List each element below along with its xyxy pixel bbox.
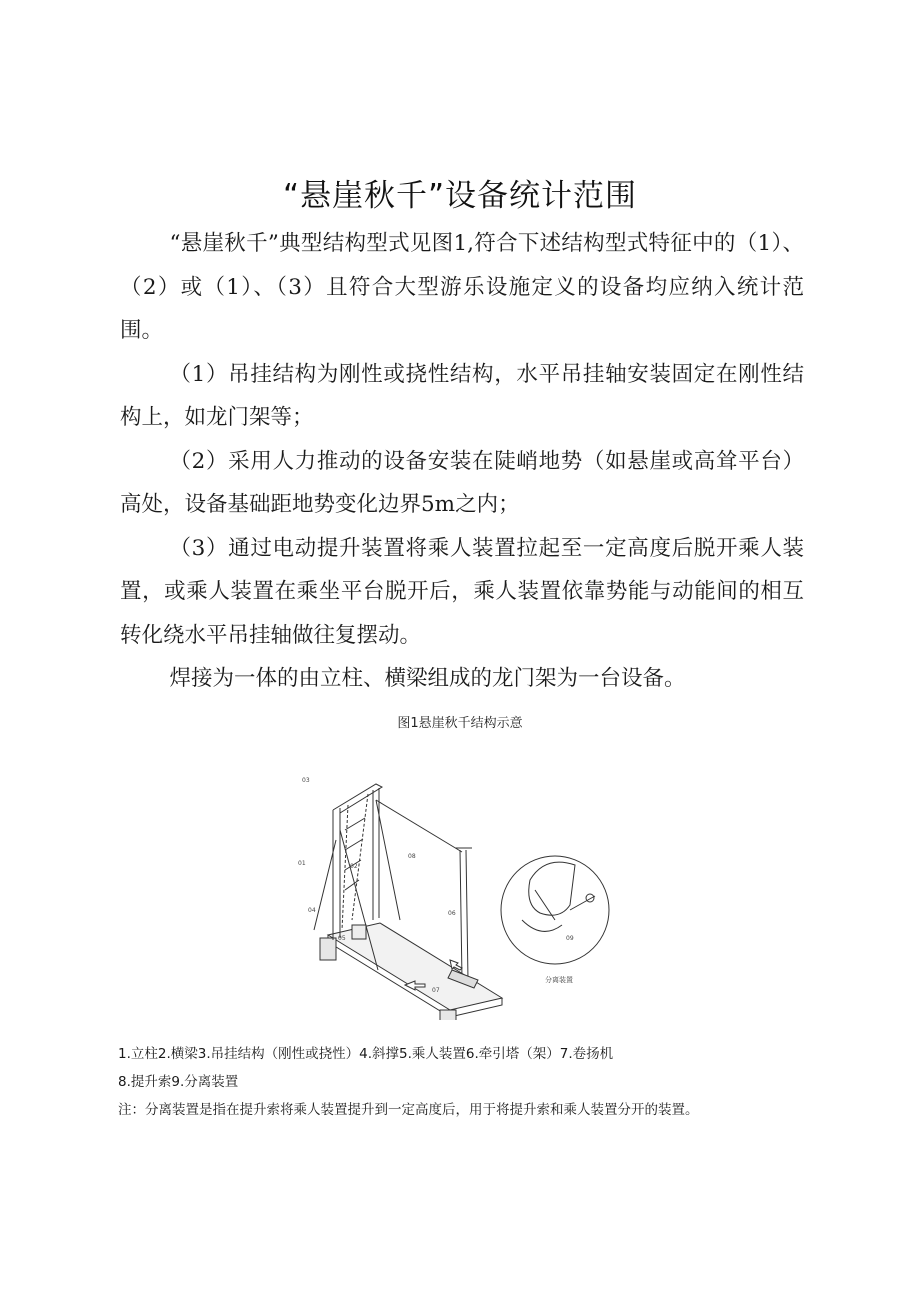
lifting-cable	[376, 800, 462, 852]
gantry-column	[333, 808, 340, 940]
callout-label: 02	[350, 863, 358, 870]
separation-device-inset	[501, 856, 609, 964]
paragraph-item-2: （2）采用人力推动的设备安装在陡峭地势（如悬崖或高耸平台）高处，设备基础距地势变化边界5m之内；	[120, 448, 804, 517]
document-body	[120, 222, 804, 701]
paragraph-item-1: （1）吊挂结构为刚性或挠性结构，水平吊挂轴安装固定在刚性结构上，如龙门架等；	[120, 361, 804, 430]
suspension-ladder	[345, 818, 365, 890]
inset-label: 分离装置	[545, 976, 573, 984]
arrow-mark	[450, 960, 462, 970]
gantry-column	[373, 788, 379, 920]
foundation-block	[440, 1010, 456, 1020]
callout-label: 01	[298, 860, 306, 867]
callout-label: 03	[302, 777, 310, 784]
callout-label: 05	[338, 935, 346, 942]
figure-legend	[118, 1040, 818, 1124]
legend-line: 8.提升索9.分离装置	[118, 1074, 239, 1090]
paragraph-gantry: 焊接为一体的由立柱、横梁组成的龙门架为一台设备。	[169, 666, 686, 691]
callout-label: 07	[432, 987, 440, 994]
foundation-block	[352, 925, 366, 939]
suspension-structure	[342, 794, 368, 930]
paragraph-intro: “悬崖秋千”典型结构型式见图1,符合下述结构型式特征中的（1）、（2）或（1）、（3）且符合大型游乐设施定义的设备均应纳入统计范围。	[120, 231, 804, 343]
callout-label: 04	[308, 907, 316, 914]
paragraph-item-3: （3）通过电动提升装置将乘人装置拉起至一定高度后脱开乘人装置，或乘人装置在乘坐平台脱开后，乘人装置依靠势能与动能间的相互转化绕水平吊挂轴做往复摆动。	[120, 535, 804, 648]
traction-tower	[455, 848, 472, 980]
foundation-block	[320, 938, 336, 960]
callout-label: 09	[566, 935, 574, 942]
swing-structure-diagram	[290, 770, 640, 1020]
callout-label: 06	[448, 910, 456, 917]
legend-line: 1.立柱2.横梁3.吊挂结构（刚性或挠性）4.斜撑5.乘人装置6.牵引塔（架）7.卷扬机	[118, 1046, 614, 1062]
legend-note: 注：分离装置是指在提升索将乘人装置提升到一定高度后，用于将提升索和乘人装置分开的装置。	[118, 1102, 699, 1118]
figure-caption: 图1悬崖秋千结构示意	[397, 716, 523, 731]
callout-label: 08	[408, 853, 416, 860]
document-title: “悬崖秋千”设备统计范围	[282, 178, 638, 214]
